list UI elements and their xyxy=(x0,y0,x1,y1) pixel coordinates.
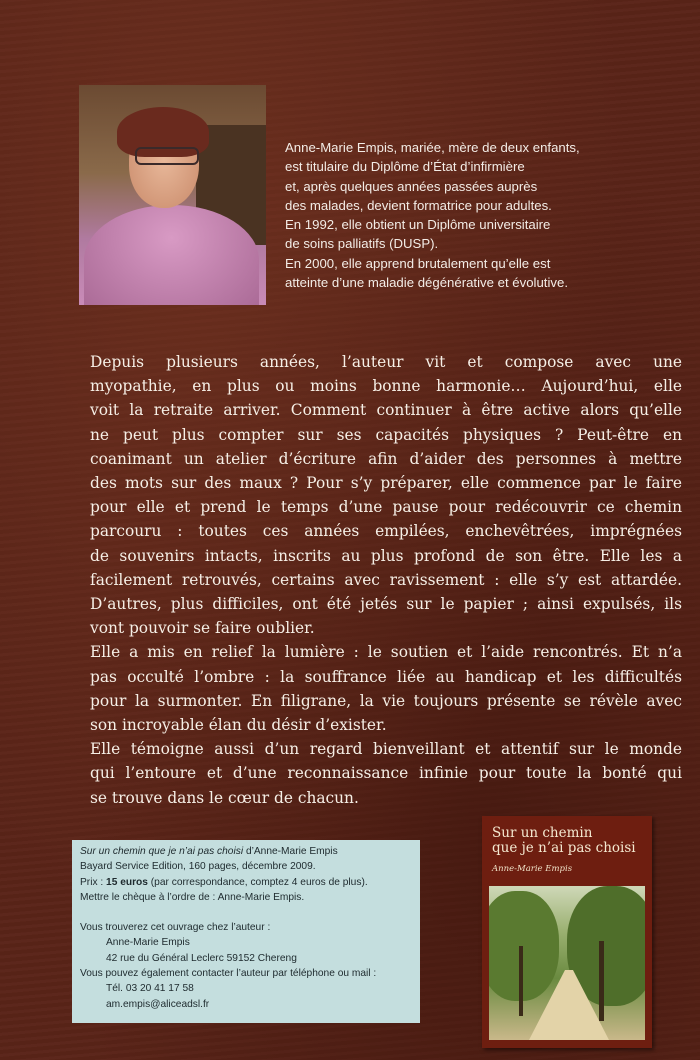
summary-line: vont pouvoir se faire oublier. xyxy=(90,619,315,638)
info-contact-intro: Vous pouvez également contacter l’auteur par téléphone ou mail : xyxy=(80,968,377,980)
bio-line: et, après quelques années passées auprès xyxy=(285,178,538,194)
info-price-line xyxy=(80,875,420,890)
summary-paragraph-1 xyxy=(90,350,682,640)
summary-line: son incroyable élan du désir d’exister. xyxy=(90,716,387,735)
info-price-label: Prix : xyxy=(80,876,107,888)
summary-line: ne peut plus compter sur ses capacités physiques ? Peut-être en xyxy=(90,425,682,444)
summary-line: pas occulté l’ombre : la souffrance liée au handicap et les difficultés xyxy=(90,667,682,686)
summary-paragraph-2 xyxy=(90,640,682,737)
info-title-suffix: d’Anne-Marie Empis xyxy=(243,846,338,857)
info-publisher: Bayard Service Edition, 160 pages, décembre 2009. xyxy=(80,861,316,873)
bio-line: Anne-Marie Empis, mariée, mère de deux enfants, xyxy=(285,140,580,155)
summary-line: myopathie, en plus ou moins bonne harmonie… Aujourd’hui, elle xyxy=(90,377,682,396)
info-price-note: (par correspondance, comptez 4 euros de plus). xyxy=(147,876,368,888)
bio-line: En 1992, elle obtient un Diplôme universitaire xyxy=(285,217,551,233)
book-cover-author: Anne-Marie Empis xyxy=(492,864,573,874)
book-cover-title-line2: que je n’ai pas choisi xyxy=(492,840,636,856)
info-author-name: Anne-Marie Empis xyxy=(106,937,190,949)
summary-line: parcouru : toutes ces années empilées, enchevêtrées, imprégnées xyxy=(90,522,682,541)
info-title-line xyxy=(80,844,420,859)
summary-line: qui l’entoure et d’une reconnaissance infinie pour toute la bonté qui xyxy=(90,764,682,783)
painting-trunk xyxy=(599,941,604,1021)
book-cover-title xyxy=(492,826,647,856)
painting-tree-left xyxy=(489,891,559,1001)
bio-line: atteinte d’une maladie dégénérative et évolutive. xyxy=(285,275,568,291)
photo-glasses xyxy=(135,147,199,165)
book-cover-painting xyxy=(489,886,645,1040)
author-bio xyxy=(285,138,685,292)
summary-line: Elle a mis en relief la lumière : le soutien et l’aide rencontrés. Et n’a xyxy=(90,643,682,662)
bio-line: est titulaire du Diplôme d’État d’infirmière xyxy=(285,159,525,175)
summary-line: des mots sur des maux ? Pour s’y préparer, elle commence par le faire xyxy=(90,474,682,493)
summary-line: Depuis plusieurs années, l’auteur vit et compose avec une xyxy=(90,353,682,371)
ordering-info-box xyxy=(72,840,420,1023)
info-price-value: 15 euros xyxy=(106,876,148,888)
info-find-intro: Vous trouverez cet ouvrage chez l’auteur : xyxy=(80,922,271,934)
bio-line: des malades, devient formatrice pour adultes. xyxy=(285,197,552,213)
summary-line: Elle témoigne aussi d’un regard bienveillant et attentif sur le monde xyxy=(90,740,682,759)
info-cheque: Mettre le chèque à l’ordre de : Anne-Marie Empis. xyxy=(80,891,305,903)
summary-line: coanimant un atelier d’écriture afin d’aider des personnes à mettre xyxy=(90,449,682,468)
summary-line: voit la retraite arriver. Comment continuer à être active alors qu’elle xyxy=(90,401,682,420)
info-book-title: Sur un chemin que je n’ai pas choisi xyxy=(80,846,244,857)
bio-line: de soins palliatifs (DUSP). xyxy=(285,236,439,252)
author-photo xyxy=(79,85,266,305)
summary-line: se trouve dans le cœur de chacun. xyxy=(90,788,359,807)
summary-line: D’autres, plus difficiles, ont été jetés sur le papier ; ainsi expulsés, ils xyxy=(90,595,682,614)
photo-sweater xyxy=(84,205,259,305)
info-address: 42 rue du Général Leclerc 59152 Chereng xyxy=(106,952,297,964)
summary-line: pour la surmonter. En filigrane, la vie toujours présente se révèle avec xyxy=(90,691,682,710)
painting-trunk xyxy=(519,946,523,1016)
book-summary xyxy=(90,350,682,810)
book-cover-title-line1: Sur un chemin xyxy=(492,825,593,841)
summary-line: de souvenirs intacts, inscrits au plus profond de son être. Elle les a xyxy=(90,546,682,565)
info-email[interactable]: am.empis@aliceadsl.fr xyxy=(106,998,210,1010)
summary-line: pour elle et prend le temps d’une pause pour redécouvrir ce chemin xyxy=(90,498,682,517)
info-phone: Tél. 03 20 41 17 58 xyxy=(106,983,194,995)
summary-line: facilement retrouvés, certains avec ravissement : elle s’y est attardée. xyxy=(90,570,682,589)
summary-paragraph-3 xyxy=(90,737,682,810)
book-cover xyxy=(482,816,652,1048)
bio-line: En 2000, elle apprend brutalement qu’elle est xyxy=(285,255,551,271)
